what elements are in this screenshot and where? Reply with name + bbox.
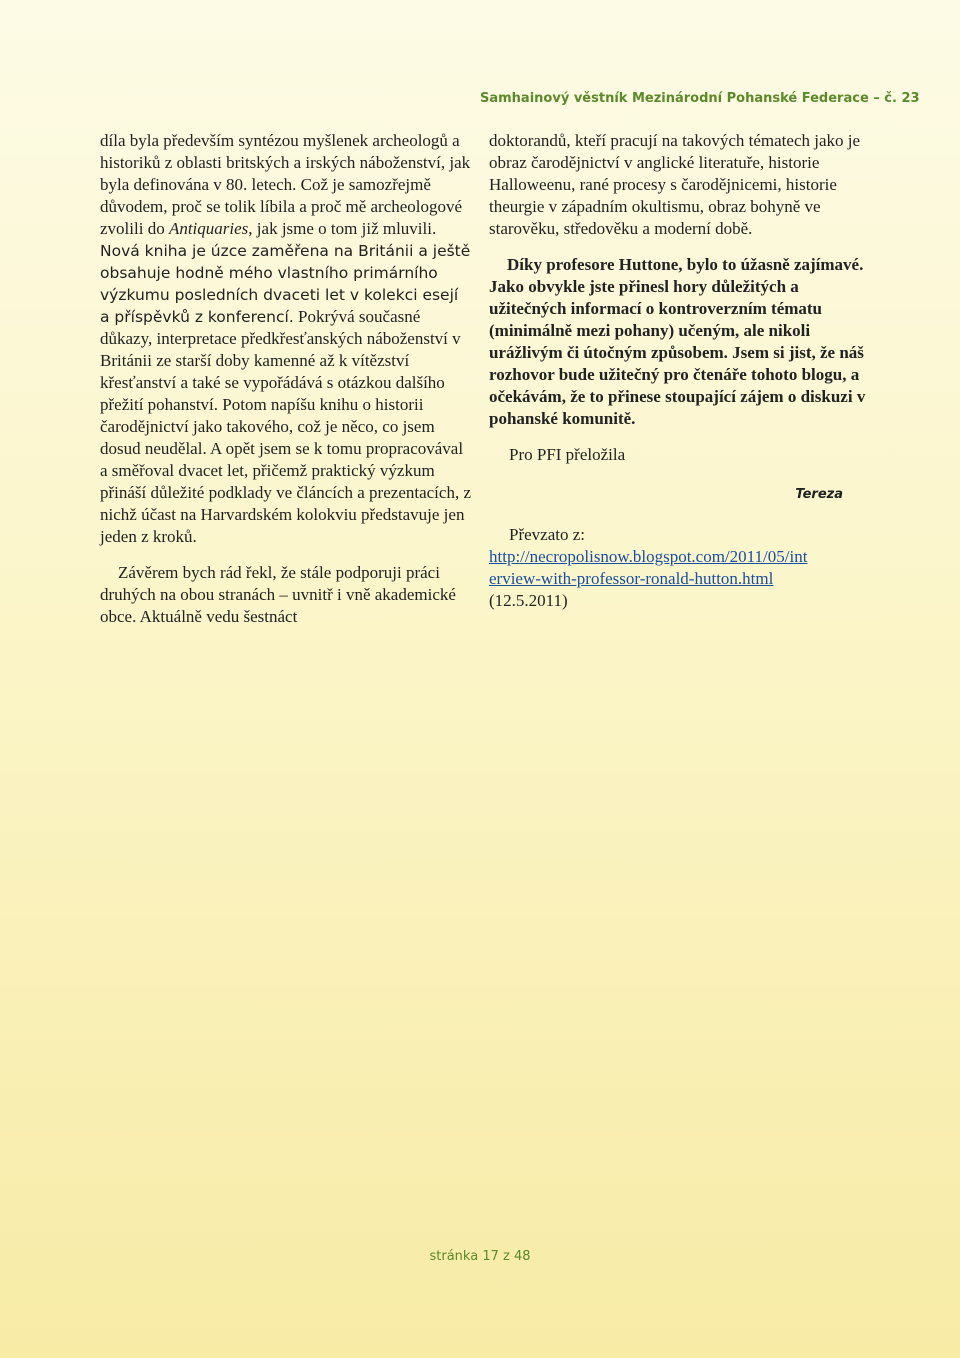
left-column <box>100 130 472 628</box>
source-label: Převzato z: <box>509 525 585 544</box>
right-paragraph-1: doktorandů, kteří pracují na takových tématech jako je obraz čarodějnictví v anglické literatuře, historie Halloweenu, rané procesy s čarodějnicemi, historie theurgie v západním okultismu, obraz bohyně ve starověku, středověku a moderní době. <box>489 131 861 238</box>
italic-term: Antiquaries <box>168 219 249 238</box>
source-link-line-1: http://necropolisnow.blogspot.com/2011/05/int <box>489 547 808 566</box>
source-date: (12.5.2011) <box>489 591 568 610</box>
newsletter-header: Samhainový věstník Mezinárodní Pohanské Federace – č. 23 <box>480 91 920 106</box>
source-link[interactable] <box>489 546 869 590</box>
closing-thanks-paragraph: Díky profesore Huttone, bylo to úžasně zajímavé. Jako obvykle jste přinesl hory důležitých a užitečných informací o kontroverzním tématu (minimálně mezi pohany) učeným, ale nikoli urážlivým či útočným způsobem. Jsem si jist, že náš rozhovor bude užitečný pro čtenáře tohoto blogu, a očekávám, že to přinese stoupající zájem o diskuzi v pohanské komunitě. <box>489 255 866 428</box>
left-paragraph-2: Závěrem bych rád řekl, že stále podporuji práci druhých na obou stranách – uvnitř i vně akademické obce. Aktuálně vedu šestnáct <box>100 563 456 626</box>
right-column <box>489 130 869 612</box>
translator-signature: Tereza <box>795 487 843 502</box>
text-segment: Pokrývá současné důkazy, interpretace předkřesťanských náboženství v Británii ze starší doby kamenné až k vítězství křesťanství a také se vypořádává s otázkou dalšího přežití pohanství. Potom napíšu knihu o historii čarodějnictví jako takového, což je něco, co jsem dosud neudělal. A opět jsem se k tomu propracovával a směřoval dvacet let, přičemž praktický výzkum přináší důležité podklady ve článcích a prezentacích, z nichž účast na Harvardském kolokviu představuje jen jeden z kroků. <box>100 307 471 546</box>
translator-credit: Pro PFI přeložila <box>509 445 626 464</box>
source-link-line-2: erview-with-professor-ronald-hutton.html <box>489 569 774 588</box>
page-number: stránka 17 z 48 <box>429 1249 531 1264</box>
sans-text-segment: Nová kniha je úzce zaměřena na Británii a ještě obsahuje hodně mého vlastního primárního výzkumu posledních dvaceti let v kolekci esejí a příspěvků z konferencí. <box>100 242 471 326</box>
left-paragraph-1 <box>100 130 472 548</box>
text-segment: díla byla především syntézou myšlenek archeologů a historiků z oblasti britských a irských náboženství, jak byla definována v 80. letech. Což je samozřejmě důvodem, proč se tolik líbila a proč mě archeologové zvolili do <box>100 131 471 238</box>
text-segment: , jak jsme o tom již mluvili. <box>248 219 437 238</box>
